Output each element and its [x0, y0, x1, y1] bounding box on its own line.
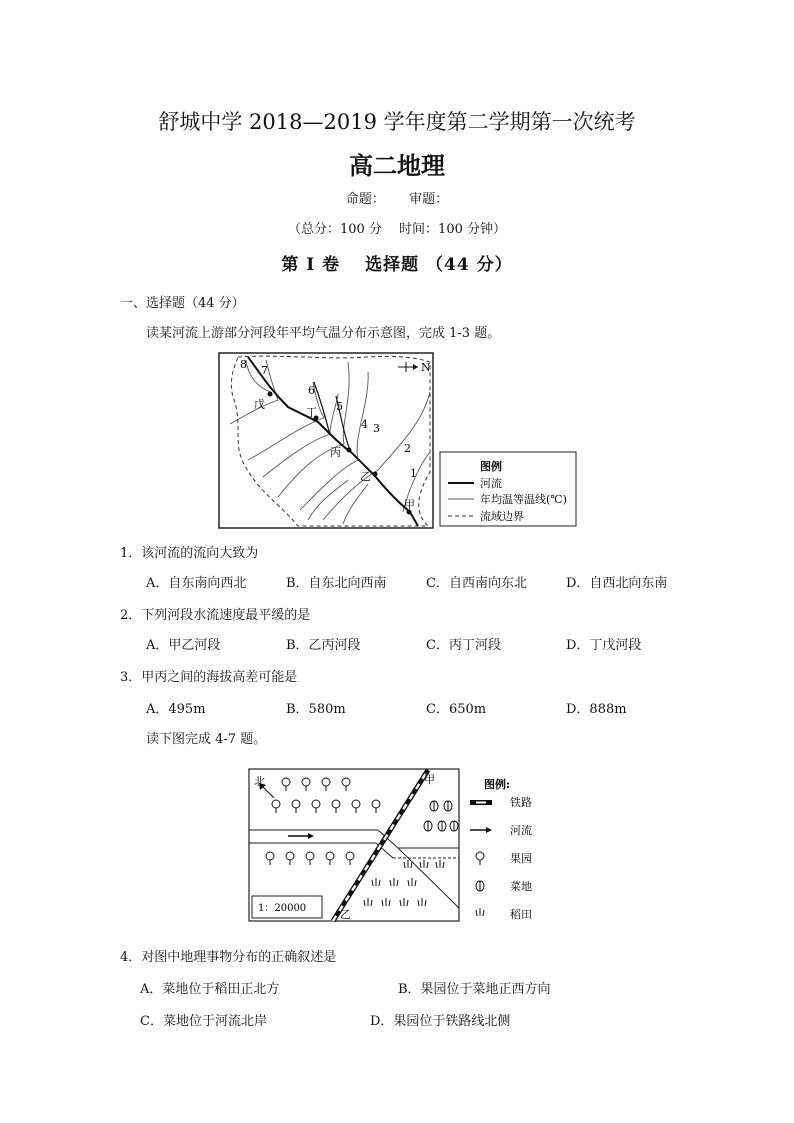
legend-vegetable-label: 菜地 — [510, 880, 532, 893]
question-3-stem: 3．甲丙之间的海拔高差可能是 — [120, 670, 298, 685]
q2-option-b[interactable]: B．乙丙河段 — [286, 638, 361, 653]
question-2-stem: 2．下列河段水流速度最平缓的是 — [120, 608, 311, 623]
orchard-symbols-south — [266, 852, 354, 865]
legend-river-label-2: 河流 — [510, 824, 532, 837]
q4-option-a[interactable]: A．菜地位于稻田正北方 — [140, 982, 280, 997]
point-label-ding: 丁 — [306, 406, 317, 419]
exam-totals: （总分：100 分 时间：100 分钟） — [287, 222, 507, 237]
q3-option-c[interactable]: C．650m — [426, 702, 487, 717]
legend-vegetable-icon — [476, 881, 484, 891]
north-label: N — [421, 361, 431, 374]
isotherm-label-8: 8 — [240, 358, 247, 371]
map2-corner-label: 甲 — [424, 773, 435, 786]
q4-option-b[interactable]: B．果园位于菜地正西方向 — [398, 982, 551, 997]
isotherm-label-2: 2 — [404, 442, 411, 455]
question-1-stem: 1．该河流的流向大致为 — [120, 546, 259, 561]
point-label-yi: 乙 — [360, 470, 371, 483]
map2-legend-title: 图例: — [484, 778, 511, 791]
exam-meta — [0, 188, 794, 207]
map2-bottom-label: 乙 — [340, 908, 351, 921]
legend-rice-label: 稻田 — [510, 908, 532, 921]
isotherm-label-1: 1 — [410, 467, 417, 480]
q2-option-d[interactable]: D．丁戊河段 — [566, 638, 642, 653]
question-4-stem: 4．对图中地理事物分布的正确叙述是 — [120, 950, 337, 965]
q1-option-c[interactable]: C．自西南向东北 — [426, 576, 527, 591]
map2-scale: 1：20000 — [258, 903, 307, 914]
point-label-bing: 丙 — [330, 446, 341, 459]
section-heading: 一、选择题（44 分） — [120, 296, 245, 311]
point-wu — [268, 392, 273, 397]
legend-isotherm-label: 年均温等温线(℃) — [480, 493, 567, 506]
point-label-jia: 甲 — [404, 498, 415, 511]
q1-option-d[interactable]: D．自西北向东南 — [566, 576, 668, 591]
isotherm-label-3: 3 — [373, 422, 380, 435]
isotherm-label-7: 7 — [261, 364, 268, 377]
intro-text-1: 读某河流上游部分河段年平均气温分布示意图，完成 1-3 题。 — [146, 326, 501, 341]
q4-option-c[interactable]: C．菜地位于河流北岸 — [140, 1014, 267, 1029]
point-bing — [347, 448, 352, 453]
intro-text-2: 读下图完成 4-7 题。 — [146, 732, 267, 747]
map1-legend-title: 图例 — [480, 460, 502, 473]
legend-boundary-label: 流域边界 — [480, 510, 524, 523]
q1-option-a[interactable]: A．自东南向西北 — [146, 576, 247, 591]
isotherm-label-4: 4 — [361, 418, 368, 431]
legend-rice-icon — [476, 908, 484, 916]
q3-option-a[interactable]: A．495m — [146, 702, 206, 717]
legend-orchard-label: 果园 — [510, 852, 532, 865]
q2-option-c[interactable]: C．丙丁河段 — [426, 638, 501, 653]
isotherm-minor-b — [343, 484, 368, 524]
reviewer-label: 审题： — [409, 192, 449, 207]
point-label-wu: 戊 — [254, 398, 265, 411]
rice-symbols — [364, 860, 444, 906]
legend-orchard-icon — [476, 852, 484, 865]
q3-option-d[interactable]: D．888m — [566, 702, 627, 717]
map2-north-label: 北 — [254, 775, 265, 788]
subject-title: 高二地理 — [349, 151, 445, 180]
basin-boundary — [231, 356, 430, 526]
land-use-map — [248, 768, 548, 924]
q1-option-b[interactable]: B．自东北向西南 — [286, 576, 387, 591]
point-yi — [373, 472, 378, 477]
setter-label: 命题： — [345, 192, 385, 207]
north-arrow-icon — [413, 364, 418, 370]
q4-option-d[interactable]: D．果园位于铁路线北侧 — [370, 1014, 511, 1029]
legend-railway-label: 铁路 — [510, 796, 532, 809]
orchard-symbols-north — [272, 778, 380, 813]
legend-river-label: 河流 — [480, 477, 502, 490]
isotherm-label-6: 6 — [308, 384, 315, 397]
isotherm-5 — [263, 394, 338, 477]
river-flow-arrow-icon — [308, 833, 314, 839]
isotherm-label-5: 5 — [336, 400, 343, 413]
q3-option-b[interactable]: B．580m — [286, 702, 346, 717]
volume-title: 第 I 卷 选择题 （44 分） — [281, 255, 513, 275]
vegetable-symbols — [424, 801, 458, 831]
river-isotherm-map — [218, 352, 578, 530]
q2-option-a[interactable]: A．甲乙河段 — [146, 638, 221, 653]
exam-title: 舒城中学 2018—2019 学年度第二学期第一次统考 — [158, 110, 636, 134]
